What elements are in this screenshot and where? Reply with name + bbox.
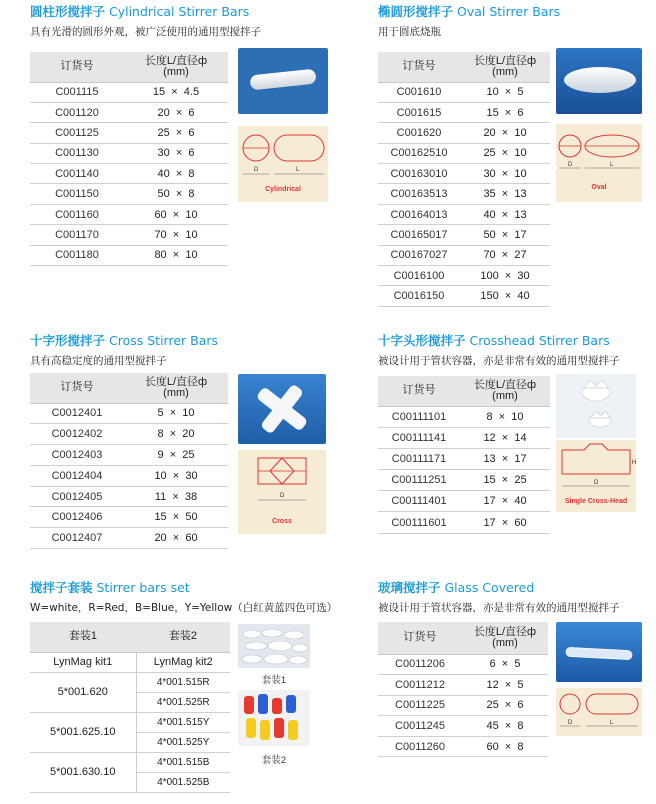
size-value: 11 × 38 — [124, 486, 228, 507]
section-subtitle: 被设计用于管状容器，亦是非常有效的通用型搅拌子 — [378, 602, 620, 614]
table-row — [378, 736, 548, 757]
table-row — [378, 427, 550, 448]
stir-bar-image — [556, 622, 642, 682]
svg-text:D: D — [594, 480, 599, 486]
order-number: C001130 — [30, 143, 124, 163]
svg-text:D: D — [568, 720, 573, 726]
size-value: 15 × 4.5 — [124, 82, 228, 102]
glass-diagram — [556, 688, 642, 736]
order-number: C00111251 — [378, 470, 460, 491]
size-value: 12 × 5 — [462, 675, 548, 696]
size-value: 13 × 17 — [460, 448, 550, 469]
size-value: 45 × 8 — [462, 716, 548, 737]
table-row — [30, 424, 228, 445]
size-value: 40 × 13 — [460, 204, 550, 224]
table-row — [30, 184, 228, 204]
kit1-image — [238, 624, 310, 668]
crosshead-spec-table — [378, 376, 550, 534]
header-order-no: 订货号 — [30, 373, 124, 403]
kit1-name: LynMag kit1 — [30, 652, 136, 672]
order-number: C0012402 — [30, 424, 124, 445]
size-value: 12 × 14 — [460, 427, 550, 448]
table-row — [378, 716, 548, 737]
svg-text:D: D — [254, 167, 259, 173]
table-row — [378, 143, 550, 163]
order-number: C00163513 — [378, 184, 460, 204]
section-title: 十字头形搅拌子 Crosshead Stirrer Bars — [378, 333, 610, 348]
size-value: 25 × 10 — [460, 143, 550, 163]
size-value: 17 × 60 — [460, 512, 550, 533]
table-row — [378, 204, 550, 224]
kit2-item: 4*001.525R — [136, 692, 230, 712]
size-value: 8 × 20 — [124, 424, 228, 445]
glass-bar-photo — [556, 622, 642, 682]
table-row — [378, 123, 550, 143]
kit1-item: 5*001.620 — [30, 672, 136, 712]
table-row — [378, 245, 550, 265]
table-row — [30, 204, 228, 224]
order-number: C001180 — [30, 245, 124, 265]
size-value: 10 × 30 — [124, 465, 228, 486]
table-row — [30, 164, 228, 184]
order-number: C00111101 — [378, 406, 460, 427]
table-row — [378, 470, 550, 491]
svg-text:L: L — [610, 720, 614, 726]
cross-section — [30, 333, 218, 368]
size-value: 20 × 10 — [460, 123, 550, 143]
cylindrical-spec-table — [30, 52, 228, 266]
size-value: 15 × 25 — [460, 470, 550, 491]
section-subtitle: 被设计用于管状容器，亦是非常有效的通用型搅拌子 — [378, 355, 620, 367]
size-value: 150 × 40 — [460, 286, 550, 306]
header-size: 长度L/直径ф (mm) — [124, 373, 228, 403]
diagram-label: Oval — [591, 184, 607, 191]
section-title: 玻璃搅拌子 Glass Covered — [378, 580, 535, 595]
table-row — [378, 82, 550, 102]
order-number: C00111401 — [378, 491, 460, 512]
size-value: 25 × 6 — [462, 695, 548, 716]
kit2-item: 4*001.515B — [136, 752, 230, 772]
stir-bar-image — [556, 374, 636, 438]
section-subtitle: 具有高稳定度的通用型搅拌子 — [30, 355, 167, 367]
kit2-caption: 套装2 — [261, 755, 287, 766]
order-number: C0012401 — [30, 403, 124, 424]
size-value: 35 × 13 — [460, 184, 550, 204]
kit1-item: 5*001.625.10 — [30, 712, 136, 752]
size-value: 30 × 10 — [460, 164, 550, 184]
kit2-item: 4*001.515R — [136, 672, 230, 692]
order-number: C001610 — [378, 82, 460, 102]
diagram-label: Cross — [272, 518, 292, 525]
section-subtitle: 具有光滑的圆形外观，被广泛使用的通用型搅拌子 — [30, 26, 261, 38]
glass-spec-table — [378, 622, 548, 757]
order-number: C001120 — [30, 102, 124, 122]
order-number: C00162510 — [378, 143, 460, 163]
table-row — [30, 123, 228, 143]
order-number: C0012405 — [30, 486, 124, 507]
cross-diagram — [238, 450, 326, 534]
order-number: C001160 — [30, 204, 124, 224]
dimension-drawing — [238, 450, 326, 516]
oval-spec-table — [378, 52, 550, 307]
table-row — [378, 654, 548, 675]
kit2-image — [238, 690, 310, 746]
order-number: C0011225 — [378, 695, 462, 716]
size-value: 40 × 8 — [124, 164, 228, 184]
stir-bar-image — [238, 374, 326, 444]
section-title: 椭圆形搅拌子 Oval Stirrer Bars — [378, 4, 561, 19]
table-row — [378, 491, 550, 512]
order-number: C00165017 — [378, 225, 460, 245]
oval-section — [378, 4, 560, 39]
dimension-drawing — [556, 688, 642, 736]
order-number: C0011206 — [378, 654, 462, 675]
table-row — [378, 286, 550, 306]
size-value: 100 × 30 — [460, 266, 550, 286]
size-value: 9 × 25 — [124, 445, 228, 466]
order-number: C0012407 — [30, 528, 124, 549]
size-value: 5 × 10 — [124, 403, 228, 424]
table-row — [30, 445, 228, 466]
cylindrical-diagram — [238, 126, 328, 202]
size-value: 10 × 5 — [460, 82, 550, 102]
order-number: C00111141 — [378, 427, 460, 448]
stir-bar-image — [238, 48, 328, 114]
kit2-photo — [238, 690, 310, 746]
kit1-item: 5*001.630.10 — [30, 752, 136, 792]
size-value: 50 × 17 — [460, 225, 550, 245]
size-value: 6 × 5 — [462, 654, 548, 675]
table-row — [30, 245, 228, 265]
stir-bar-image — [556, 48, 642, 114]
table-row — [30, 403, 228, 424]
kit1-photo — [238, 624, 310, 668]
table-row — [30, 465, 228, 486]
order-number: C001115 — [30, 82, 124, 102]
order-number: C0011260 — [378, 736, 462, 757]
crosshead-bar-photo — [556, 374, 636, 438]
table-row — [30, 143, 228, 163]
table-row — [30, 82, 228, 102]
order-number: C0012403 — [30, 445, 124, 466]
section-title: 圆柱形搅拌子 Cylindrical Stirrer Bars — [30, 4, 250, 19]
table-row — [30, 528, 228, 549]
table-row — [378, 675, 548, 696]
order-number: C001170 — [30, 225, 124, 245]
order-number: C00167027 — [378, 245, 460, 265]
svg-text:H: H — [632, 460, 636, 466]
size-value: 50 × 8 — [124, 184, 228, 204]
glass-section — [378, 580, 620, 615]
header-order-no: 订货号 — [30, 52, 124, 82]
oval-bar-photo — [556, 48, 642, 114]
table-row — [378, 225, 550, 245]
cylindrical-section — [30, 4, 261, 39]
table-row — [378, 164, 550, 184]
crosshead-section — [378, 333, 620, 368]
table-row — [30, 102, 228, 122]
kit1-caption: 套装1 — [261, 675, 287, 686]
cross-spec-table — [30, 373, 228, 549]
table-row — [30, 225, 228, 245]
size-value: 15 × 50 — [124, 507, 228, 528]
table-row — [30, 507, 228, 528]
header-size: 长度L/直径ф (mm) — [460, 52, 550, 82]
order-number: C001150 — [30, 184, 124, 204]
size-value: 15 × 6 — [460, 102, 550, 122]
section-title: 十字形搅拌子 Cross Stirrer Bars — [30, 333, 219, 348]
svg-text:D: D — [568, 162, 573, 168]
size-value: 20 × 6 — [124, 102, 228, 122]
table-row — [378, 695, 548, 716]
table-row — [378, 266, 550, 286]
table-row — [378, 184, 550, 204]
table-row — [30, 486, 228, 507]
size-value: 8 × 10 — [460, 406, 550, 427]
section-subtitle: W=white，R=Red，B=Blue，Y=Yellow（白红黄蓝四色可选） — [30, 602, 338, 614]
table-row — [378, 406, 550, 427]
svg-text:D: D — [280, 493, 285, 499]
diagram-label: Cylindrical — [265, 186, 301, 193]
section-subtitle: 用于圆底烧瓶 — [378, 26, 441, 38]
oval-diagram — [556, 124, 642, 202]
header-kit2: 套装2 — [136, 622, 230, 652]
order-number: C0012406 — [30, 507, 124, 528]
size-value: 60 × 8 — [462, 736, 548, 757]
dimension-drawing — [556, 124, 642, 186]
header-order-no: 订货号 — [378, 52, 460, 82]
header-size: 长度L/直径ф (mm) — [462, 622, 548, 654]
order-number: C00111601 — [378, 512, 460, 533]
size-value: 30 × 6 — [124, 143, 228, 163]
table-row — [378, 102, 550, 122]
dimension-drawing — [238, 126, 328, 190]
size-value: 25 × 6 — [124, 123, 228, 143]
size-value: 70 × 10 — [124, 225, 228, 245]
header-order-no: 订货号 — [378, 622, 462, 654]
kit2-name: LynMag kit2 — [136, 652, 230, 672]
diagram-label: Single Cross-Head — [564, 498, 628, 505]
size-value: 17 × 40 — [460, 491, 550, 512]
order-number: C001620 — [378, 123, 460, 143]
dimension-drawing — [556, 440, 636, 498]
crosshead-diagram — [556, 440, 636, 512]
header-size: 长度L/直径ф (mm) — [460, 376, 550, 406]
cross-bar-photo — [238, 374, 326, 444]
section-title: 搅拌子套装 Stirrer bars set — [30, 580, 190, 595]
order-number: C00111171 — [378, 448, 460, 469]
svg-text:L: L — [610, 162, 614, 168]
size-value: 20 × 60 — [124, 528, 228, 549]
set-section — [30, 580, 337, 615]
table-row — [378, 512, 550, 533]
order-number: C00163010 — [378, 164, 460, 184]
header-size: 长度L/直径ф (mm) — [124, 52, 228, 82]
cylindrical-bar-photo — [238, 48, 328, 114]
set-spec-table — [30, 622, 230, 793]
order-number: C001140 — [30, 164, 124, 184]
table-row — [378, 448, 550, 469]
order-number: C0016100 — [378, 266, 460, 286]
kit2-item: 4*001.525Y — [136, 732, 230, 752]
size-value: 70 × 27 — [460, 245, 550, 265]
header-kit1: 套装1 — [30, 622, 136, 652]
order-number: C0012404 — [30, 465, 124, 486]
kit2-item: 4*001.515Y — [136, 712, 230, 732]
order-number: C001125 — [30, 123, 124, 143]
order-number: C0016150 — [378, 286, 460, 306]
order-number: C0011245 — [378, 716, 462, 737]
header-order-no: 订货号 — [378, 376, 460, 406]
order-number: C001615 — [378, 102, 460, 122]
size-value: 80 × 10 — [124, 245, 228, 265]
svg-text:L: L — [296, 167, 300, 173]
size-value: 60 × 10 — [124, 204, 228, 224]
kit2-item: 4*001.525B — [136, 772, 230, 792]
order-number: C00164013 — [378, 204, 460, 224]
order-number: C0011212 — [378, 675, 462, 696]
